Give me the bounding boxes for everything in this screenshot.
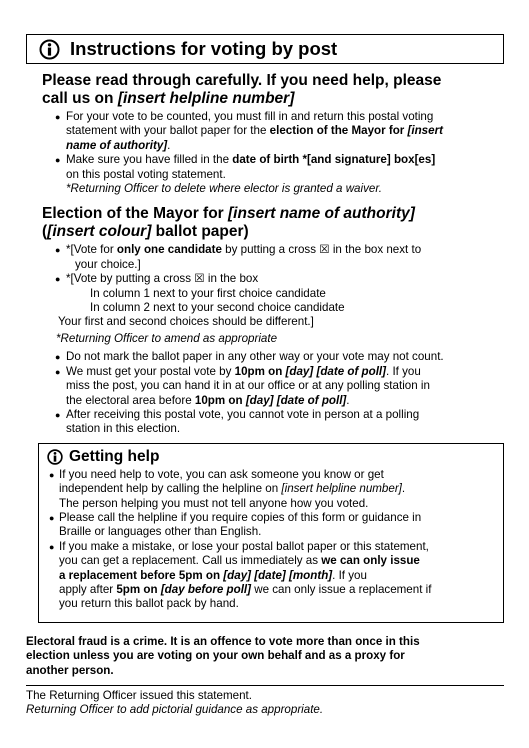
title-box bbox=[26, 34, 504, 64]
page-title: Instructions for voting by post bbox=[70, 38, 338, 59]
list-item: ● Do not mark the ballot paper in any other way or your vote may not count. bbox=[66, 350, 504, 364]
election-list-2 bbox=[26, 350, 504, 436]
list-item: ● We must get your postal vote by 10pm on [day] [date of poll]. If you miss the post, you can hand it in at our office or at any polling station in the electoral area before 10pm on [day] [date of poll]. bbox=[66, 365, 504, 408]
information-icon bbox=[47, 449, 63, 465]
list-item: ● After receiving this postal vote, you cannot vote in person at a polling station in this election. bbox=[66, 408, 504, 437]
footer: The Returning Officer issued this statement. Returning Officer to add pictorial guidance as appropriate. bbox=[26, 688, 324, 716]
help-heading: Getting help bbox=[47, 448, 493, 466]
election-heading: Election of the Mayor for [insert name of authority] ([insert colour] ballot paper) bbox=[42, 205, 415, 241]
help-list bbox=[47, 468, 493, 612]
getting-help-box bbox=[38, 443, 504, 623]
list-item: ● Please call the helpline if you require copies of this form or guidance in Braille or languages other than English. bbox=[59, 511, 493, 540]
list-item: ● If you make a mistake, or lose your postal ballot paper or this statement, you can get a replacement. Call us immediately as we can only issue a replacement before 5pm on [day] [date] [month]. If you apply after 5pm on [day before poll] we can only issue a replacement if you return this ballot pack by hand. bbox=[59, 540, 493, 612]
list-item: ● If you need help to vote, you can ask someone you know or get independent help by calling the helpline on [insert helpline number]. The person helping you must not tell anyone how you voted. bbox=[59, 468, 493, 511]
intro-heading: Please read through carefully. If you need help, please call us on [insert helpline number] bbox=[42, 72, 442, 107]
divider bbox=[26, 685, 504, 686]
information-icon bbox=[39, 39, 60, 60]
election-list bbox=[26, 243, 504, 329]
list-item: ● For your vote to be counted, you must fill in and return this postal voting statement with your ballot paper for the election of the Mayor for [insert name of authority]. bbox=[66, 110, 504, 153]
list-item: ● Make sure you have filled in the date of birth *[and signature] box[es] on this postal voting statement. *Returning Officer to delete where elector is granted a waiver. bbox=[66, 153, 504, 196]
list-item: ● *[Vote for only one candidate by putting a cross ☒ in the box next to your choice.] bbox=[66, 243, 504, 272]
fraud-warning: Electoral fraud is a crime. It is an offence to vote more than once in this election unless you are voting on your own behalf and as a proxy for another person. bbox=[26, 634, 420, 677]
postal-voting-instructions bbox=[26, 34, 504, 717]
intro-list bbox=[26, 110, 504, 196]
list-item: ● *[Vote by putting a cross ☒ in the box In column 1 next to your first choice candidate In column 2 next to your second choice candidate Your first and second choices should be different.] bbox=[66, 272, 504, 330]
amend-note: *Returning Officer to amend as appropriate bbox=[56, 331, 278, 345]
